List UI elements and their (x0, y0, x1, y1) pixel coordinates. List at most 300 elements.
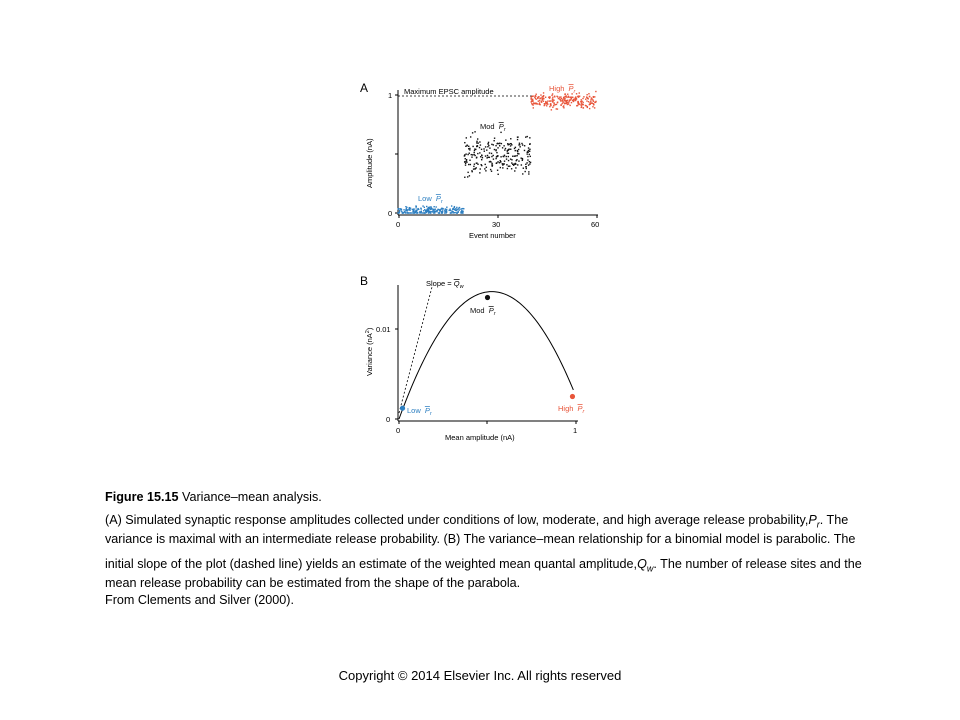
scatter-point-mod (465, 153, 466, 154)
label-high-p: P (568, 84, 574, 93)
scatter-point-mod (500, 167, 501, 168)
panel-a-label: A (360, 81, 369, 95)
scatter-point-high (585, 99, 586, 100)
scatter-point-mod (471, 154, 472, 155)
panel-a-xtick-label-60: 60 (591, 220, 600, 229)
scatter-point-high (531, 101, 532, 102)
scatter-point-mod (504, 160, 505, 161)
scatter-point-mod (493, 140, 494, 141)
label-mod-name: Mod (480, 122, 495, 131)
scatter-point-low (461, 210, 462, 211)
scatter-point-mod (510, 138, 511, 139)
scatter-point-mod (485, 146, 486, 147)
scatter-point-mod (502, 167, 503, 168)
scatter-point-low (442, 212, 443, 213)
scatter-point-low (450, 210, 451, 211)
scatter-point-low (401, 211, 402, 212)
scatter-point-high (560, 100, 561, 101)
point-mod-pr (485, 295, 490, 300)
scatter-point-low (446, 212, 447, 213)
scatter-point-mod (470, 136, 471, 137)
scatter-point-high (567, 104, 568, 105)
scatter-point-mod (527, 151, 528, 152)
scatter-point-low (435, 211, 436, 212)
panel-b-ylabel-end: ) (365, 327, 374, 331)
scatter-point-mod (528, 171, 529, 172)
scatter-point-low (417, 212, 418, 213)
scatter-point-mod (464, 142, 465, 143)
scatter-point-high (557, 102, 558, 103)
slope-label-sub: w (459, 284, 464, 290)
scatter-point-mod (510, 145, 511, 146)
b-label-mod-pr (470, 306, 497, 317)
scatter-point-high (567, 94, 568, 95)
scatter-point-high (552, 107, 553, 108)
caption-title (105, 489, 865, 506)
scatter-point-high (588, 101, 589, 102)
label-mod-p: P (498, 122, 504, 131)
scatter-point-high (590, 101, 591, 102)
scatter-point-low (415, 210, 416, 211)
scatter-point-high (535, 94, 536, 95)
scatter-point-mod (499, 145, 500, 146)
scatter-point-mod (488, 145, 489, 146)
scatter-point-mod (487, 155, 488, 156)
scatter-point-low (414, 212, 415, 213)
scatter-point-mod (480, 168, 481, 169)
scatter-point-high (586, 94, 587, 95)
panel-b-ytick-label-001: 0.01 (376, 325, 391, 334)
label-low-name: Low (418, 194, 432, 203)
scatter-point-low (430, 206, 431, 207)
scatter-point-mod (465, 146, 466, 147)
scatter-point-high (577, 105, 578, 106)
scatter-point-mod (464, 155, 465, 156)
caption-line-1-sub: r (816, 519, 820, 530)
scatter-point-high (535, 95, 536, 96)
scatter-point-high (564, 96, 565, 97)
scatter-point-high (581, 107, 582, 108)
scatter-point-high (549, 98, 550, 99)
scatter-point-high (543, 98, 544, 99)
label-high-sub: r (573, 89, 576, 95)
scatter-point-mod (525, 164, 526, 165)
caption-figure-title: Variance–mean analysis. (178, 490, 322, 504)
scatter-point-high (532, 95, 533, 96)
scatter-point-high (552, 97, 553, 98)
scatter-point-mod (529, 163, 530, 164)
scatter-point-mod (506, 158, 507, 159)
scatter-point-mod (517, 164, 518, 165)
panel-a-ylabel: Amplitude (nA) (365, 138, 374, 188)
label-mod-sub: r (503, 127, 506, 133)
scatter-point-mod (476, 167, 477, 168)
scatter-point-low (458, 211, 459, 212)
scatter-point-mod (472, 154, 473, 155)
scatter-point-mod (477, 142, 478, 143)
scatter-point-low (398, 208, 399, 209)
b-label-mod-name: Mod (470, 306, 485, 315)
scatter-point-mod (474, 164, 475, 165)
scatter-point-high (541, 97, 542, 98)
scatter-point-high (535, 103, 536, 104)
scatter-point-mod (474, 148, 475, 149)
scatter-point-mod (468, 146, 469, 147)
scatter-point-low (456, 210, 457, 211)
scatter-point-high (566, 102, 567, 103)
scatter-point-mod (481, 165, 482, 166)
scatter-point-low (403, 209, 404, 210)
scatter-point-high (590, 99, 591, 100)
scatter-point-mod (529, 143, 530, 144)
scatter-point-mod (528, 164, 529, 165)
scatter-point-mod (529, 151, 530, 152)
scatter-point-mod (502, 164, 503, 165)
scatter-point-low (429, 208, 430, 209)
scatter-point-mod (473, 168, 474, 169)
scatter-point-mod (476, 142, 477, 143)
scatter-point-mod (470, 164, 471, 165)
slope-label-text: Slope = (426, 279, 454, 288)
scatter-point-mod (518, 144, 519, 145)
scatter-point-high (585, 105, 586, 106)
scatter-point-mod (465, 163, 466, 164)
scatter-point-mod (482, 157, 483, 158)
scatter-point-mod (494, 149, 495, 150)
scatter-point-high (532, 104, 533, 105)
scatter-point-low (449, 208, 450, 209)
scatter-point-low (406, 208, 407, 209)
scatter-point-high (569, 100, 570, 101)
scatter-point-mod (485, 170, 486, 171)
scatter-point-mod (503, 145, 504, 146)
scatter-point-mod (486, 149, 487, 150)
scatter-point-high (532, 99, 533, 100)
scatter-point-mod (518, 149, 519, 150)
scatter-point-mod (496, 162, 497, 163)
scatter-point-mod (526, 162, 527, 163)
scatter-point-low (408, 212, 409, 213)
panel-a-xtick-label-30: 30 (492, 220, 501, 229)
scatter-point-low (404, 211, 405, 212)
b-label-low-name: Low (407, 406, 421, 415)
scatter-point-high (583, 96, 584, 97)
scatter-point-high (543, 101, 544, 102)
scatter-point-mod (471, 170, 472, 171)
scatter-point-high (572, 97, 573, 98)
scatter-point-low (433, 209, 434, 210)
scatter-point-mod (471, 156, 472, 157)
scatter-point-low (413, 210, 414, 211)
scatter-point-mod (495, 150, 496, 151)
scatter-point-mod (490, 169, 491, 170)
scatter-point-high (560, 96, 561, 97)
scatter-point-mod (464, 177, 465, 178)
scatter-point-mod (488, 157, 489, 158)
panel-a-ytick-label-0: 0 (388, 209, 393, 218)
scatter-point-high (587, 98, 588, 99)
scatter-point-high (586, 100, 587, 101)
scatter-point-mod (522, 144, 523, 145)
scatter-point-low (431, 211, 432, 212)
scatter-point-high (564, 102, 565, 103)
scatter-point-high (541, 101, 542, 102)
scatter-point-low (437, 210, 438, 211)
scatter-point-mod (529, 149, 530, 150)
scatter-point-low (451, 205, 452, 206)
scatter-point-mod (514, 170, 515, 171)
panel-b-ylabel (365, 327, 374, 376)
scatter-point-low (428, 212, 429, 213)
scatter-point-low (425, 210, 426, 211)
panel-b (360, 274, 586, 442)
label-low-sub: r (440, 199, 443, 205)
scatter-point-mod (520, 157, 521, 158)
scatter-point-high (549, 96, 550, 97)
scatter-point-low (446, 207, 447, 208)
scatter-point-mod (510, 158, 511, 159)
panel-b-label: B (360, 274, 369, 288)
scatter-point-high (588, 93, 589, 94)
scatter-point-low (399, 210, 400, 211)
scatter-point-mod (503, 163, 504, 164)
scatter-point-mod (519, 143, 520, 144)
scatter-point-mod (523, 168, 524, 169)
scatter-point-low (420, 211, 421, 212)
panel-b-xlabel: Mean amplitude (nA) (445, 433, 515, 442)
scatter-point-high (549, 106, 550, 107)
scatter-point-low (428, 209, 429, 210)
scatter-point-mod (481, 155, 482, 156)
scatter-point-high (576, 98, 577, 99)
scatter-point-mod (530, 162, 531, 163)
scatter-point-mod (524, 171, 525, 172)
scatter-point-mod (516, 160, 517, 161)
scatter-point-mod (509, 165, 510, 166)
scatter-point-low (463, 208, 464, 209)
scatter-point-mod (497, 161, 498, 162)
scatter-point-high (552, 98, 553, 99)
scatter-point-high (594, 96, 595, 97)
scatter-point-mod (508, 156, 509, 157)
scatter-point-high (543, 92, 544, 93)
scatter-point-mod (521, 143, 522, 144)
copyright-footer: Copyright © 2014 Elsevier Inc. All rights reserved (338, 668, 622, 683)
scatter-point-mod (465, 158, 466, 159)
scatter-point-low (416, 206, 417, 207)
scatter-point-high (534, 96, 535, 97)
scatter-point-high (569, 96, 570, 97)
scatter-point-low (419, 211, 420, 212)
scatter-point-mod (468, 148, 469, 149)
scatter-point-high (580, 101, 581, 102)
scatter-point-mod (491, 156, 492, 157)
scatter-point-low (444, 209, 445, 210)
scatter-point-low (424, 209, 425, 210)
b-label-low-sub: r (429, 411, 432, 417)
scatter-point-low (424, 207, 425, 208)
scatter-point-mod (508, 153, 509, 154)
scatter-point-high (572, 100, 573, 101)
scatter-point-high (583, 107, 584, 108)
scatter-point-high (571, 102, 572, 103)
scatter-point-mod (504, 155, 505, 156)
scatter-point-mod (506, 164, 507, 165)
scatter-point-mod (518, 153, 519, 154)
scatter-point-low (431, 208, 432, 209)
scatter-point-mod (483, 148, 484, 149)
scatter-point-mod (484, 168, 485, 169)
b-label-low-p: P (424, 406, 430, 415)
scatter-point-high (577, 102, 578, 103)
scatter-point-high (569, 105, 570, 106)
scatter-point-mod (507, 168, 508, 169)
scatter-point-low (426, 212, 427, 213)
panel-b-ylabel-text: Variance (nA (365, 333, 374, 376)
scatter-point-high (552, 93, 553, 94)
scatter-point-mod (464, 161, 465, 162)
scatter-point-mod (529, 154, 530, 155)
scatter-point-mod (514, 163, 515, 164)
scatter-point-mod (521, 164, 522, 165)
scatter-point-high (560, 99, 561, 100)
scatter-point-high (581, 99, 582, 100)
scatter-high (530, 91, 596, 111)
scatter-point-low (450, 212, 451, 213)
scatter-point-mod (469, 160, 470, 161)
scatter-point-mod (528, 173, 529, 174)
scatter-point-low (435, 206, 436, 207)
scatter-point-mod (484, 150, 485, 151)
point-high-pr (570, 394, 575, 399)
scatter-point-high (554, 96, 555, 97)
scatter-point-high (539, 104, 540, 105)
scatter-point-high (581, 102, 582, 103)
figure-caption (105, 489, 865, 609)
scatter-point-mod (491, 165, 492, 166)
b-label-high-p: P (577, 404, 583, 413)
panel-a-xtick-label-0: 0 (396, 220, 401, 229)
scatter-point-mod (467, 176, 468, 177)
scatter-point-mod (493, 144, 494, 145)
scatter-point-high (579, 92, 580, 93)
scatter-point-mod (489, 147, 490, 148)
scatter-point-high (566, 97, 567, 98)
scatter-point-low (449, 210, 450, 211)
scatter-mod (464, 131, 532, 178)
scatter-point-mod (467, 154, 468, 155)
scatter-point-low (400, 208, 401, 209)
scatter-point-high (571, 98, 572, 99)
slope-label-q: Q (453, 279, 460, 288)
scatter-point-mod (497, 155, 498, 156)
scatter-point-mod (512, 164, 513, 165)
b-label-mod-sub: r (493, 311, 496, 317)
scatter-low (397, 205, 464, 213)
b-label-high-sub: r (582, 409, 585, 415)
scatter-point-high (568, 101, 569, 102)
scatter-point-high (557, 96, 558, 97)
b-label-high-pr (558, 404, 586, 415)
scatter-point-mod (491, 171, 492, 172)
scatter-point-high (587, 107, 588, 108)
scatter-point-low (402, 212, 403, 213)
scatter-point-low (433, 206, 434, 207)
scatter-point-mod (491, 153, 492, 154)
scatter-point-high (565, 93, 566, 94)
point-low-pr (400, 406, 405, 411)
scatter-point-mod (497, 174, 498, 175)
scatter-point-high (578, 96, 579, 97)
scatter-point-mod (474, 150, 475, 151)
scatter-point-high (547, 100, 548, 101)
scatter-point-mod (500, 161, 501, 162)
scatter-point-mod (479, 172, 480, 173)
scatter-point-high (562, 102, 563, 103)
scatter-point-low (446, 209, 447, 210)
scatter-point-high (553, 105, 554, 106)
scatter-point-mod (488, 142, 489, 143)
scatter-point-mod (487, 143, 488, 144)
scatter-point-high (556, 104, 557, 105)
scatter-point-mod (515, 150, 516, 151)
scatter-point-mod (522, 158, 523, 159)
scatter-point-mod (466, 159, 467, 160)
scatter-point-mod (528, 147, 529, 148)
max-amplitude-label: Maximum EPSC amplitude (404, 87, 494, 96)
scatter-point-low (405, 206, 406, 207)
scatter-point-mod (481, 159, 482, 160)
scatter-point-low (458, 208, 459, 209)
scatter-point-mod (511, 144, 512, 145)
label-low-pr (418, 194, 444, 205)
scatter-point-high (595, 91, 596, 92)
scatter-point-mod (479, 152, 480, 153)
scatter-point-low (456, 212, 457, 213)
scatter-point-high (592, 106, 593, 107)
caption-line-1 (105, 512, 865, 531)
scatter-point-mod (466, 161, 467, 162)
scatter-point-mod (480, 144, 481, 145)
scatter-point-mod (479, 141, 480, 142)
scatter-point-mod (491, 144, 492, 145)
scatter-point-mod (507, 150, 508, 151)
scatter-point-mod (502, 163, 503, 164)
scatter-point-mod (508, 149, 509, 150)
scatter-point-mod (476, 157, 477, 158)
scatter-point-mod (490, 161, 491, 162)
scatter-point-mod (469, 153, 470, 154)
scatter-point-low (424, 212, 425, 213)
scatter-point-low (429, 211, 430, 212)
scatter-point-high (568, 103, 569, 104)
b-label-high-name: High (558, 404, 574, 413)
scatter-point-mod (505, 148, 506, 149)
scatter-point-high (550, 103, 551, 104)
scatter-point-mod (477, 153, 478, 154)
scatter-point-high (545, 101, 546, 102)
scatter-point-mod (474, 152, 475, 153)
scatter-point-high (593, 103, 594, 104)
scatter-point-mod (469, 175, 470, 176)
scatter-point-mod (477, 145, 478, 146)
scatter-point-mod (527, 159, 528, 160)
scatter-point-low (398, 212, 399, 213)
scatter-point-high (561, 104, 562, 105)
caption-line-5: From Clements and Silver (2000). (105, 592, 294, 607)
scatter-point-mod (474, 131, 475, 132)
scatter-point-mod (476, 163, 477, 164)
